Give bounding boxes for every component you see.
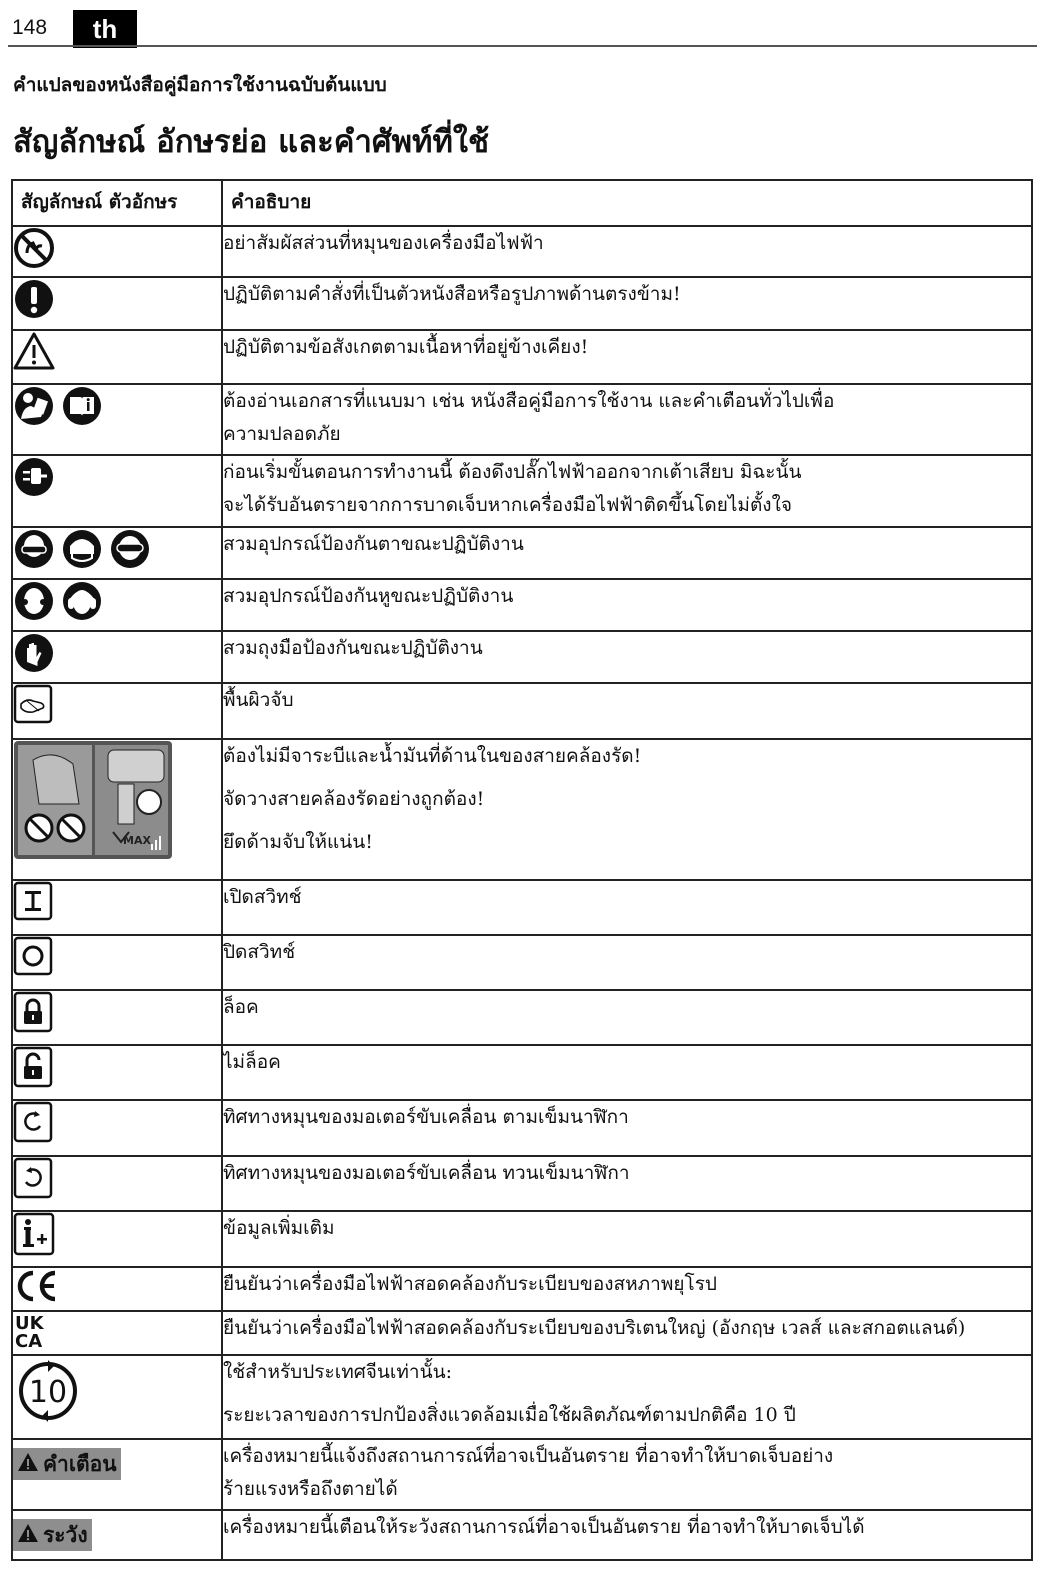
- table-row: [12, 631, 1032, 683]
- symbol-cell: [12, 631, 222, 683]
- description-line: เปิดสวิทช์: [223, 886, 302, 908]
- description-cell: [222, 384, 1032, 455]
- table-row: [12, 226, 1032, 277]
- ce-mark-icon: [13, 1268, 59, 1308]
- description-cell: [222, 579, 1032, 631]
- description-line: ต้องอ่านเอกสารที่แนบมา เช่น หนังสือคู่มือการใช้งาน และคำเตือนทั่วไปเพื่อ: [223, 390, 835, 412]
- description-line: ต้องไม่มีจาระบีและน้ำมันที่ด้านในของสายคล้องรัด!: [223, 745, 642, 767]
- symbol-cell: [12, 1355, 222, 1439]
- no-touch-rotating-icon: [13, 227, 55, 273]
- description-cell: [222, 1045, 1032, 1100]
- table-row: [12, 683, 1032, 739]
- switch-off-icon: [13, 936, 53, 980]
- document-subtitle: คำแปลของหนังสือคู่มือการใช้งานฉบับต้นแบบ: [13, 74, 387, 96]
- description-line: เครื่องหมายนี้เตือนให้ระวังสถานการณ์ที่อาจเป็นอันตราย ที่อาจทำให้บาดเจ็บได้: [223, 1516, 865, 1538]
- description-line: พื้นผิวจับ: [223, 689, 294, 711]
- description-line: ปิดสวิทช์: [223, 941, 296, 963]
- description-line: ใช้สำหรับประเทศจีนเท่านั้น:: [223, 1361, 452, 1383]
- description-cell: [222, 739, 1032, 880]
- table-row: [12, 1439, 1032, 1510]
- page-title: สัญลักษณ์ อักษรย่อ และคำศัพท์ที่ใช้: [13, 124, 490, 160]
- unlock-icon: [13, 1046, 53, 1092]
- description-line: ล็อค: [223, 996, 259, 1018]
- face-shield-icon: [61, 528, 103, 574]
- table-row: [12, 1510, 1032, 1560]
- table-row: [12, 935, 1032, 990]
- description-cell: [222, 1355, 1032, 1439]
- symbol-cell: [12, 1510, 222, 1560]
- description-cell: [222, 683, 1032, 739]
- grip-surface-icon: [13, 684, 53, 728]
- column-header-description: คำอธิบาย: [222, 180, 1032, 226]
- epup-years-label: 10: [28, 1375, 68, 1410]
- description-line: เครื่องหมายนี้แจ้งถึงสถานการณ์ที่อาจเป็นอันตราย ที่อาจทำให้บาดเจ็บอย่าง: [223, 1445, 834, 1467]
- description-line: สวมถุงมือป้องกันขณะปฏิบัติงาน: [223, 637, 483, 659]
- description-cell: [222, 1156, 1032, 1211]
- lock-icon: [13, 991, 53, 1037]
- description-line: สวมอุปกรณ์ป้องกันหูขณะปฏิบัติงาน: [223, 585, 514, 607]
- description-line: ยึดด้ามจับให้แน่น!: [223, 831, 373, 853]
- symbol-cell: [12, 1045, 222, 1100]
- side-handle-strap-icon: [13, 740, 173, 864]
- symbols-table: [11, 179, 1033, 1561]
- rotate-counterclockwise-icon: [13, 1157, 53, 1203]
- unplug-icon: [13, 456, 55, 502]
- table-row: [12, 880, 1032, 935]
- symbol-cell: [12, 330, 222, 384]
- warning-triangle-icon: [17, 1452, 39, 1477]
- symbol-cell: [12, 226, 222, 277]
- description-line: ไม่ล็อค: [223, 1051, 281, 1073]
- table-row: [12, 1211, 1032, 1267]
- badge-label: ระวัง: [43, 1522, 88, 1547]
- symbol-cell: [12, 880, 222, 935]
- description-line: สวมอุปกรณ์ป้องกันตาขณะปฏิบัติงาน: [223, 533, 524, 555]
- china-epup-10-icon: [13, 1356, 83, 1430]
- description-line: อย่าสัมผัสส่วนที่หมุนของเครื่องมือไฟฟ้า: [223, 232, 544, 254]
- table-row: [12, 1355, 1032, 1439]
- switch-on-icon: [13, 881, 53, 925]
- table-row: [12, 579, 1032, 631]
- description-cell: [222, 880, 1032, 935]
- description-line: ปฏิบัติตามข้อสังเกตตามเนื้อหาที่อยู่ข้างเคียง!: [223, 336, 589, 358]
- description-line: ปฏิบัติตามคำสั่งที่เป็นตัวหนังสือหรือรูปภาพด้านตรงข้าม!: [223, 283, 681, 305]
- description-line: จะได้รับอันตรายจากการบาดเจ็บหากเครื่องมือไฟฟ้าติดขึ้นโดยไม่ตั้งใจ: [223, 494, 792, 516]
- symbol-cell: [12, 1100, 222, 1156]
- warning-triangle-icon: [13, 331, 55, 375]
- max-label: MAX: [123, 834, 151, 847]
- read-manual-icon: [13, 385, 55, 431]
- ear-muffs-icon: [61, 580, 103, 626]
- description-cell: [222, 1439, 1032, 1510]
- description-cell: [222, 1311, 1032, 1355]
- goggles-icon: [109, 528, 151, 574]
- table-row: [12, 384, 1032, 455]
- description-line: ร้ายแรงหรือถึงตายได้: [223, 1478, 398, 1500]
- table-row: [12, 455, 1032, 527]
- symbol-cell: [12, 384, 222, 455]
- table-row: [12, 1267, 1032, 1311]
- symbol-cell: [12, 739, 222, 880]
- caution-badge: [13, 1519, 92, 1551]
- info-book-icon: [61, 385, 103, 431]
- symbol-cell: [12, 1211, 222, 1267]
- symbol-cell: [12, 1439, 222, 1510]
- description-line: จัดวางสายคล้องรัดอย่างถูกต้อง!: [223, 788, 485, 810]
- table-header-row: [12, 180, 1032, 226]
- mandatory-exclamation-icon: [13, 278, 55, 324]
- description-cell: [222, 1211, 1032, 1267]
- description-cell: [222, 527, 1032, 579]
- safety-glasses-icon: [13, 528, 55, 574]
- symbol-cell: [12, 527, 222, 579]
- warning-triangle-icon: [17, 1523, 39, 1548]
- table-row: [12, 739, 1032, 880]
- ukca-mark-icon: [13, 1312, 49, 1354]
- warning-badge: [13, 1448, 121, 1480]
- gloves-icon: [13, 632, 55, 678]
- badge-label: คำเตือน: [43, 1451, 117, 1476]
- description-line: ยืนยันว่าเครื่องมือไฟฟ้าสอดคล้องกับระเบียบของบริเตนใหญ่ (อังกฤษ เวลส์ และสกอตแลนด์): [223, 1317, 966, 1339]
- description-cell: [222, 330, 1032, 384]
- description-line: ทิศทางหมุนของมอเตอร์ขับเคลื่อน ตามเข็มนาฬิกา: [223, 1106, 629, 1128]
- language-tab: th: [73, 10, 137, 48]
- table-row: [12, 1100, 1032, 1156]
- description-cell: [222, 990, 1032, 1045]
- symbol-cell: [12, 990, 222, 1045]
- symbol-cell: [12, 1311, 222, 1355]
- table-row: [12, 990, 1032, 1045]
- description-line: ยืนยันว่าเครื่องมือไฟฟ้าสอดคล้องกับระเบียบของสหภาพยุโรป: [223, 1273, 717, 1295]
- description-line: ข้อมูลเพิ่มเติม: [223, 1217, 335, 1239]
- table-row: [12, 1045, 1032, 1100]
- symbol-cell: [12, 455, 222, 527]
- page-number: 148: [12, 16, 48, 39]
- ukca-bottom-label: CA: [15, 1331, 43, 1350]
- description-line: ความปลอดภัย: [223, 423, 341, 445]
- description-cell: [222, 277, 1032, 330]
- table-row: [12, 1156, 1032, 1211]
- symbol-cell: [12, 935, 222, 990]
- description-cell: [222, 226, 1032, 277]
- description-cell: [222, 935, 1032, 990]
- additional-info-icon: [13, 1212, 55, 1260]
- table-row: [12, 527, 1032, 579]
- description-line: ระยะเวลาของการปกป้องสิ่งแวดล้อมเมื่อใช้ผลิตภัณฑ์ตามปกติคือ 10 ปี: [223, 1404, 796, 1426]
- symbol-cell: [12, 1267, 222, 1311]
- symbol-cell: [12, 277, 222, 330]
- description-cell: [222, 455, 1032, 527]
- table-row: [12, 1311, 1032, 1355]
- column-header-symbol: สัญลักษณ์ ตัวอักษร: [12, 180, 222, 226]
- symbol-cell: [12, 683, 222, 739]
- symbol-cell: [12, 1156, 222, 1211]
- table-body: [12, 226, 1032, 1560]
- description-cell: [222, 631, 1032, 683]
- description-line: ก่อนเริ่มขั้นตอนการทำงานนี้ ต้องดึงปลั๊กไฟฟ้าออกจากเต้าเสียบ มิฉะนั้น: [223, 461, 802, 483]
- ukca-top-label: UK: [15, 1313, 44, 1334]
- ear-plugs-icon: [13, 580, 55, 626]
- description-cell: [222, 1267, 1032, 1311]
- description-cell: [222, 1100, 1032, 1156]
- description-cell: [222, 1510, 1032, 1560]
- table-row: [12, 330, 1032, 384]
- rotate-clockwise-icon: [13, 1101, 53, 1147]
- description-line: ทิศทางหมุนของมอเตอร์ขับเคลื่อน ทวนเข็มนาฬิกา: [223, 1162, 630, 1184]
- symbol-cell: [12, 579, 222, 631]
- table-row: [12, 277, 1032, 330]
- header-rule: [8, 45, 1037, 47]
